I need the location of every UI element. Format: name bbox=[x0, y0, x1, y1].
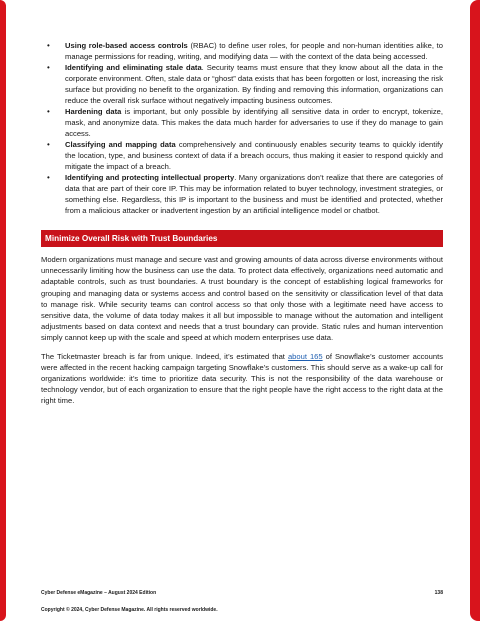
bullet-icon: • bbox=[47, 140, 50, 149]
list-item bbox=[41, 139, 443, 172]
page-content bbox=[41, 40, 443, 407]
bullet-icon: • bbox=[47, 107, 50, 116]
right-red-edge bbox=[470, 0, 480, 621]
bullet-text: . Many organizations don’t realize that there are categories of data that are part of their core IP. This may be information related to buyer technology, investment strategies, or something else. Regardless, this IP is important to the business and must be identified and protected, whether from a malicious attacker or inadvertent ingestion by an artificial intelligence model or chatbot. bbox=[65, 173, 444, 215]
paragraph-text: The Ticketmaster breach is far from unique. Indeed, it’s estimated that bbox=[41, 351, 288, 361]
bullet-text: is important, but only possible by identifying all sensitive data in order to encrypt, tokenize, mask, and anonymize data. This makes the data much harder for adversaries to use if they do manage to gain access. bbox=[65, 107, 443, 138]
bullet-text: (RBAC) to define user roles, for people and non-human identities alike, to manage permissions for reading, writing, and modifying data — with the context of the data being accessed. bbox=[65, 41, 444, 61]
bullet-list bbox=[41, 40, 443, 216]
bullet-icon: • bbox=[47, 41, 50, 50]
list-item bbox=[41, 62, 443, 106]
about-165-link[interactable]: about 165 bbox=[287, 351, 323, 361]
bullet-bold-lead: Identifying and eliminating stale data bbox=[65, 63, 202, 72]
bullet-icon: • bbox=[47, 63, 50, 72]
section-heading: Minimize Overall Risk with Trust Boundaries bbox=[41, 230, 443, 247]
paragraph-ticketmaster bbox=[41, 351, 443, 407]
list-item bbox=[41, 172, 443, 216]
paragraph-text: of Snowflake’s customer accounts were affected in the recent hacking campaign targeting Snowflake’s customers. This should serve as a wake-up call for organizations worldwide: it’s time to prioritize data security. This is not the responsibility of the data warehouse or technology vendor, but of each organization to ensure that the right people have the right access to the right data at the right time. bbox=[41, 351, 443, 406]
bullet-bold-lead: Identifying and protecting intellectual property bbox=[65, 173, 235, 182]
page-footer bbox=[41, 590, 443, 613]
bullet-icon: • bbox=[47, 173, 50, 182]
footer-copyright: Copyright © 2024, Cyber Defense Magazine. All rights reserved worldwide. bbox=[41, 607, 218, 613]
bullet-text: . Security teams must ensure that they know about all the data in the corporate environment. Often, stale data or “ghost” data exists that has been forgotten or lost, increasing the risk surface but providing no benefit to the organization. By finding and removing this information, organizations can reduce the overall risk surface without negatively impacting business outcomes. bbox=[65, 63, 443, 105]
paragraph-trust-boundaries: Modern organizations must manage and secure vast and growing amounts of data across diverse environments without unnecessarily limiting how the business can use the data. To protect data effectively, organizations need automatic and adaptable controls, such as trust boundaries. A trust boundary is the concept of establishing logical frameworks for grouping and managing data or systems access and control based on the sensitivity or classification level of that data to manage risk. While security teams can control access so that only those with a legitimate need have access to sensitive data, the volume of data today makes it all but impossible to manage without the automation and intelligent adjustments based on data context and needs that a trust boundary can provide. Static rules and human intervention simply cannot keep up with the scale and speed at which modern enterprises use data. bbox=[41, 255, 443, 343]
list-item bbox=[41, 40, 443, 62]
left-red-edge bbox=[0, 0, 6, 621]
list-item bbox=[41, 106, 443, 139]
bullet-bold-lead: Hardening data bbox=[65, 107, 122, 116]
footer-edition: Cyber Defense eMagazine – August 2024 Edition bbox=[41, 590, 157, 596]
bullet-text: comprehensively and continuously enables security teams to quickly identify the location, type, and business context of data if a breach occurs, thus making it easier to respond quickly and mitigate the impact of a breach. bbox=[65, 140, 443, 171]
bullet-bold-lead: Classifying and mapping data bbox=[65, 140, 176, 149]
page-number: 138 bbox=[434, 590, 443, 596]
bullet-bold-lead: Using role-based access controls bbox=[65, 41, 188, 50]
